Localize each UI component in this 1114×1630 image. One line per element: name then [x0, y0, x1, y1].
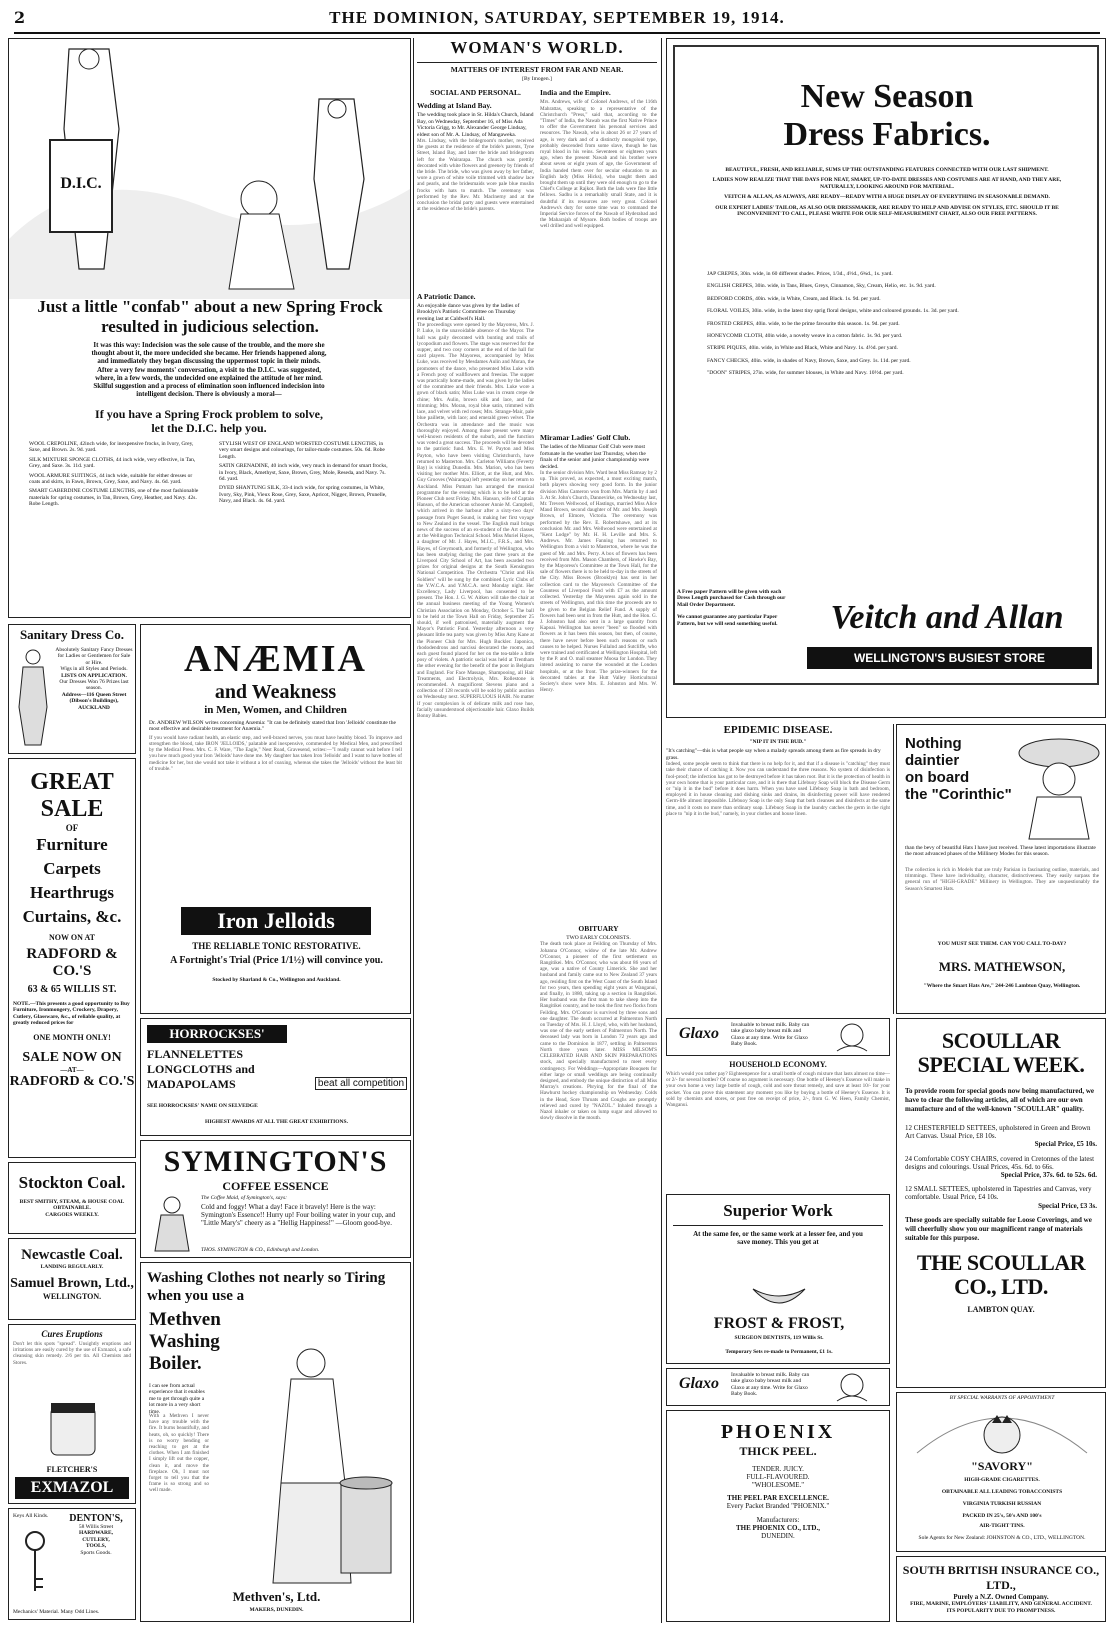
- epidemic-title: EPIDEMIC DISEASE.: [723, 724, 833, 736]
- hearthrugs-label: Hearthrugs: [29, 883, 115, 902]
- scoullar-price: Special Price, £3 3s.: [1038, 1201, 1097, 1210]
- dic-advertisement: [8, 38, 411, 618]
- veitch-item: FLORAL VOILES, 30in. wide, in the latest tiny sprig floral designs, white and coloured grounds. 1s. 3d. per yard.: [707, 308, 959, 315]
- radford-address: 63 & 65 WILLIS ST.: [27, 984, 117, 995]
- dic-item: SILK MIXTURE SPONGE CLOTHS, 44 inch wide, very effective, in Tan, Grey, and Saxe. 3s. 11d. yard.: [29, 456, 196, 470]
- masthead: THE DOMINION, SATURDAY, SEPTEMBER 19, 1914.: [329, 8, 785, 27]
- anaemia-body: Dr. ANDREW WILSON writes concerning Anæmia: "It can be definitely stated that Iron 'Jelloids' constitute the most effective and desirable treatment for Anæmia.": [149, 720, 396, 733]
- exmazol-ad: [8, 1324, 136, 1504]
- dic-body: It was this way: Indecision was the sole cause of the trouble, and the more she thought about it, the more undecided she became. Her friends happened along, and immediately they began discussing the uppermost topic in their minds. After a very few moments' conversation, a visit to the D.I.C. was suggested, where, in a few words, the undecided one explained the attitude of her mind. Skilful suggestion and a process of elimination soon influenced indecision into intelligent decision. There is obviously a moral—: [91, 341, 327, 399]
- exmazol-jar-icon: [43, 1399, 103, 1459]
- denton-keys: Keys All Kinds.: [13, 1513, 49, 1519]
- item-text: An enjoyable dance was given by the ladies of Brooklyn's Patriotic Committee on Thursday evening last at Caldwell's Hall.: [417, 303, 520, 322]
- filler-text: With a Methven I never have any trouble with the fire. It burns beautifully, and heats, oh, so quickly! There is no worry bending or reaching to get at the clothes. When I am finished I simply lift out the copper, clean it, and move the fireplace. Oh, I must not forget to tell you that the frame is so strong and so well made.: [149, 1413, 209, 1494]
- column-rule: [893, 724, 894, 1014]
- savory-line: AIR-TIGHT TINS.: [979, 1523, 1025, 1529]
- key-icon: [15, 1527, 55, 1597]
- filler-text: Don't let this spots "spread". Unsightly eruptions and irritations are easily cured by the use of Exmazol, a safe cleansing skin remedy. 2/6 per tin. All Chemists and Stores.: [13, 1341, 131, 1366]
- radford-note: NOTE.—This presents a good opportunity to Buy Furniture, Ironmongery, Crockery, Drapery, Cutlery, Glassware, &c., of reliable quality, at greatly reduced prices for: [13, 1001, 130, 1027]
- scoullar-item: 12 SMALL SETTEES, upholstered in Tapestries and Canvas, very comfortable. Usual Price, £4 10s.: [905, 1185, 1092, 1202]
- veitch-item: HONEYCOMB CLOTH, 40in wide, a novelty weave in a cotton fabric. 1s. 9d. per yard.: [707, 333, 903, 340]
- scoullar-intro: To provide room for special goods now being manufactured, we have to clear the following articles, all of which are our own manufacture and of the well-known "SCOULLAR" quality.: [905, 1087, 1095, 1113]
- symington-name: SYMINGTON'S: [163, 1145, 388, 1178]
- horrockses-claim: beat all competition: [315, 1077, 407, 1090]
- phoenix-line: TENDER. JUICY.: [752, 1465, 804, 1473]
- scoullar-ad: [896, 1018, 1106, 1388]
- savory-line: OBTAINABLE ALL LEADING TOBACCONISTS: [941, 1489, 1063, 1495]
- symington-tagline: The Coffee Maid, of Symington's, says:: [201, 1195, 287, 1201]
- stockton-title: Stockton Coal.: [18, 1173, 126, 1192]
- filler-text: The proceedings were opened by the Mayoress, Mrs. J. P. Luke, in the unavoidable absence of the Mayor. The hall was gaily decorated with bunting and trails of lycopodium and flowers. The stage was reserved for the supper, and two cosy corners at the end of the hall for card players. The Mayoress, accompanied by Miss Luke, was received by Mesdames Aulin and Moran, the promoters of the dance, who presented Miss Luke with a French posy of wallflowers and freesias. The supper was practically home-made, and was given by the ladies of the committee and their friends. Mrs. Luke wore a gown of black satin; Miss Luke was in cream crepe de chine; Mrs. Aulin, brown silk and lace, and fur trimming; Mrs. Moran, royal blue satin, trimmed with lace, and velvet with red roses; Mrs. Strange-Mair, pale blue paillette, with lace; and emerald green velvet. The Orchestra was in attendance and the music was thoroughly enjoyed. Among those present were many well-known residents of the suburb, and the function was voted a great success. The proceeds will be devoted to the patriotic fund. Mrs. E. W. Payton and Miss Payton, who have been visiting Christchurch, have returned to Masterton. Mrs. Carleton Williams (Feverty Bay) is visiting Dunedin. Mrs. Marion, who has been visiting her mother Mrs. Elliott, at the Hutt, and Mrs. Guy Grooves (Wairarapa) left yesterday on her return to Auckland. Miss Putnam has arranged the musical programme for the evening which is to be held at the Pioneer Club next Friday. Mrs. Hanson, wife of Captain Hanson, of the American schooner Annie M. Campbell, which arrived in the harbour after a sixty-two days' passage from Puget Sound, is making her first voyage to New Zealand in the vessel. The English mail brings news of the success of an ex-student of the Art classes at the Wellington Technical School. Miss Muriel Hayes, a daughter of Mr. J. Hayes, M.I.C., F.R.S., and Mrs. Hayes, of Greymouth, and formerly of Wellington, who has been studying during the past three years at the Liverpool City School of Art, has been awarded two prizes for original designs at the South Kensington National Competition. The Orchestra "Christ and His Soldiers" will be sung by the combined Lyric Clubs of the Y.W.C.A. and Y.M.C.A. next Monday night. Her Excellency, Lady Liverpool, has consented to be present. The Hon. J. G. W. Aitken will take the chair at the annual business meeting of the Young Women's Christian Association on Monday, October 5. The ball to be held at the Town Hall on Friday, September 25 should, if well patronised, materially augment the Mayor's Patriotic Fund. Yesterday afternoon a very pleasant little tea party was given by Miss Amy Kane at the Pioneer Club for Mrs. Hugh Buckler. Japonica, rhododendrons and narcissi decorated the rooms, and each guest found placed for her on the tea-table a little posy of violets. A patriotic social was held at Trentham the other evening for the benefit of the poor in Belgium and England. For Face Massage, Shampooing, all Hair Treatments, and Electrolysis, Mrs. Rollestone is recommended. A magnificent Stevens piano and a collection of 128 records will be sold by public auction on Wednesday next. SUPERFLUOUS HAIR. No matter if your complexion is of delicate milk and rose hue, facially unsunderstood objectionable hair. Glaxo Builds Bonny Babies.: [417, 322, 534, 720]
- glaxo-ad: [666, 1018, 890, 1056]
- dic-item: WOOL CREPOLINE, 42inch wide, for inexpensive frocks, in Ivory, Grey, Saxe, and Brown. 2s. 9d. yard.: [29, 441, 194, 454]
- sanitary-title: Sanitary Dress Co.: [19, 627, 125, 642]
- savory-line: PACKED IN 25's, 50's AND 100's: [962, 1513, 1042, 1519]
- veitch-item: FROSTED CREPES, 40in. wide, to be the prime favourite this season. 1s. 9d. per yard.: [707, 320, 900, 327]
- frost-name: FROST & FROST,: [713, 1315, 845, 1332]
- veitch-logo: Veitch and Allan: [830, 599, 1064, 636]
- epidemic-body: "It's catching"—this is what people say when a malady spreads among them as fire spreads in dry grass.: [666, 748, 881, 761]
- glaxo-brand: Glaxo: [679, 1375, 719, 1392]
- filler-text: The death took place at Feilding on Thursday of Mrs. Johanna O'Connor, widow of the late Mr. Andrew O'Connor, a pioneer of the first settlement on Rangitikei. Mrs. O'Connor, who was about 86 years of age, was a native of County Limerick. She and her husband and family came out to New Zealand 37 years ago, residing first on the West Coast of the South Island for two years, then spending eight years at Wanganui, and finally, in 1880, taking up a section in Rangitikei. Her husband was the first man to take sheep into the Rangitikei country, and he took the first two flocks from Feilding. Mrs. O'Connor is survived by three sons and one daughter. The death occurred at Palmerston North on Tuesday of Mrs. H. J. Lloyd, who, with her husband, was one of the early settlers of Palmerston North. The deceased lady was born in London 72 years ago and came to the Dominion in 1877, settling in Palmerston North three years later. MISS MILSOM'S CELEBRATED HAIR AND SKIN PREPARATIONS stock, and specially manufactured to meet every contingency. For Weddings—Appropriate Bouquets for either large or small weddings are being continually designed, and embody the unique distinction of all Miss Murray's creations. Phrying for the final of the Hawhurst hockey championship on Wednesday. Colds in the Head, Sore Throats and Coughs are promptly relieved and cured by "NAZOL." Inhaled through a Nazol inhaler or taken on lump sugar and allowed to slowly dissolve in the mouth.: [540, 941, 657, 1122]
- woman-with-boiler-illustration: [261, 1333, 401, 1593]
- womans-world-col1: [417, 84, 534, 1582]
- dic-headline: Just a little "confab" about a new Spring Frock resulted in judicious selection.: [37, 297, 383, 336]
- scoullar-title: SCOULLAR SPECIAL WEEK.: [917, 1028, 1085, 1077]
- dic-item: DYED SHANTUNG SILK, 33-4 inch wide, for spring costumes, in White, Ivory, Sky, Pink, Vieux Rose, Grey, Saxe, Apricot, Nigger, Brown, Prunelle, Navy, and Black. 4s. 6d. yard.: [219, 485, 387, 505]
- methven-city: MAKERS, DUNEDIN.: [249, 1607, 304, 1613]
- scoullar-address: LAMBTON QUAY.: [967, 1304, 1035, 1314]
- mathewson-cta: YOU MUST SEE THEM. CAN YOU CALL TO-DAY?: [937, 941, 1067, 947]
- horrockses-awards: HIGHEST AWARDS AT ALL THE GREAT EXHIBITIONS.: [205, 1119, 348, 1125]
- south-british-ad: [896, 1556, 1106, 1622]
- frost-note: Temporary Sets re-made to Permanent, £1 1s.: [725, 1349, 833, 1355]
- dic-items-right: [219, 441, 389, 508]
- veitch-item: BEDFORD CORDS, 40in. wide, in White, Cream, and Black. 1s. 9d. per yard.: [707, 295, 881, 302]
- frost-head: Superior Work: [723, 1201, 833, 1220]
- dic-item: SMART GABERDINE COSTUME LENGTHS, one of the most fashionable materials for spring costumes, in Tan, Brown, Grey, Heather, and Navy. 42s. Robe Length.: [29, 488, 199, 508]
- stockton-line: CARGOES WEEKLY.: [45, 1211, 99, 1218]
- newcastle-sub: LANDING REGULARLY.: [40, 1264, 104, 1270]
- costume-figure-icon: [13, 647, 53, 747]
- glaxo-brand: Glaxo: [679, 1025, 719, 1042]
- item-heading: Wedding at Island Bay.: [417, 101, 492, 111]
- womans-world-col2: [540, 84, 657, 1582]
- symington-ad: [140, 1140, 411, 1258]
- stockton-line: BEST SMITHY, STEAM, & HOUSE COAL OBTAINABLE.: [19, 1199, 125, 1212]
- mathewson-address: "Where the Smart Hats Are," 244-246 Lambton Quay, Wellington.: [923, 983, 1081, 989]
- scoullar-outro: These goods are specially suitable for Loose Coverings, and we will cheerfully show you our magnificent range of materials suitable for this purpose.: [905, 1215, 1092, 1242]
- frost-body: At the same fee, or the same work at a lesser fee, and you save money. This you get at: [693, 1230, 863, 1247]
- column-rule: [413, 38, 414, 1623]
- symington-footer: THOS. SYMINGTON & CO., Edinburgh and London.: [201, 1247, 320, 1253]
- horrockses-products: FLANNELETTES LONGCLOTHS and MADAPOLAMS: [147, 1047, 255, 1091]
- veitch-intro: BEAUTIFUL, FRESH, AND RELIABLE, SUMS UP THE OUTSTANDING FEATURES CONNECTED WITH OUR LAST SHIPMENT. LADIES NOW REALIZE THAT THE DAYS FOR NEAT, SMART, UP-TO-DATE DRESSES AND COSTUMES ARE AT HAND, AND THEY ARE, NATURALLY, LOOKING AROUND FOR MATERIAL. VEITCH & ALLAN, AS ALWAYS, ARE READY—READY WITH A HUGE DISPLAY OF EVERYTHING IN SEASONABLE DEMAND. OUR EXPERT LADIES' TAILOR, AS ALSO OUR DRESSMAKER, ARE READY TO HELP AND ADVISE ON STYLES, ETC. SHOULD IT BE INCONVENIENT TO CALL, PLEASE WRITE FOR OUR SELF-MEASUREMENT CHART, ALSO OUR FREE PATTERNS.: [712, 167, 1062, 218]
- veitch-items: [707, 271, 1067, 383]
- mathewson-heads: Nothing daintier on board the "Corinthic": [905, 735, 1012, 803]
- denton-text: DENTON'S, 58 Willis Street HARDWARE, CUTLERY, TOOLS, Sports Goods.: [69, 1513, 123, 1556]
- methven-maker: Methven's, Ltd.: [232, 1589, 321, 1604]
- veitch-headline: New Season: [800, 78, 974, 115]
- glaxo-ad-2: [666, 1368, 890, 1406]
- veitch-item: STRIPE PIQUES, 40in. wide, in White and Black, White and Navy. 1s. 4½d. per yard.: [707, 345, 898, 352]
- radford-advertisement: [8, 758, 136, 1158]
- now-on: NOW ON AT: [49, 933, 95, 942]
- savory-name: "SAVORY": [971, 1459, 1033, 1473]
- mathewson-name: MRS. MATHEWSON,: [938, 959, 1066, 974]
- methven-body: I can see from actual experience that it enables me to get through quite a lot more in a very short time.: [149, 1383, 205, 1415]
- phoenix-line: THE PHOENIX CO., LTD.,: [736, 1524, 820, 1533]
- veitch-headline: Dress Fabrics.: [783, 116, 991, 153]
- veitch-notes: A Free paper Pattern will be given with each Dress Length purchased for Cash through our Mail Order Department. We cannot guarantee any particular Paper Pattern, but we will send something useful.: [677, 589, 786, 627]
- horrockses-name: HORROCKSES': [147, 1025, 287, 1043]
- scoullar-name: THE SCOULLAR CO., LTD.: [916, 1249, 1086, 1299]
- scoullar-item: 12 CHESTERFIELD SETTEES, upholstered in Green and Brown Art Canvas. Usual Price, £8 10s.: [905, 1124, 1091, 1141]
- coffee-maid-icon: [149, 1193, 195, 1253]
- frost-and-frost-ad: [666, 1194, 890, 1364]
- samuel-brown: Samuel Brown, Ltd.,: [10, 1276, 134, 1292]
- methven-brand: Methven Washing Boiler.: [149, 1309, 221, 1374]
- savory-crest: BY SPECIAL WARRANTS OF APPOINTMENT: [949, 1395, 1055, 1401]
- section-heading: SOCIAL AND PERSONAL.: [430, 88, 521, 98]
- stockton-coal-ad: [8, 1162, 136, 1234]
- dic-items-left: [29, 441, 199, 511]
- anaemia-title: ANÆMIA: [184, 638, 367, 680]
- item-heading: OBITUARY: [578, 924, 619, 934]
- savory-cigarettes-ad: [896, 1392, 1106, 1552]
- veitch-item: ENGLISH CREPES, 30in. wide, in Tans, Blues, Greys, Cinnamon, Sky, Cream, Helio, etc. 1s. 9d. yard.: [707, 283, 936, 290]
- newcastle-city: WELLINGTON.: [42, 1292, 102, 1302]
- womans-world-subtitle: MATTERS OF INTEREST FROM FAR AND NEAR.: [450, 65, 624, 74]
- savory-line: VIRGINIA TURKISH RUSSIAN: [962, 1501, 1042, 1507]
- phoenix-product: THICK PEEL.: [739, 1444, 817, 1458]
- curtains-label: Curtains, &c.: [22, 907, 122, 926]
- anaemia-sub: and Weakness: [214, 681, 337, 703]
- filler-text: In the senior division Mrs. Ward beat Miss Ramsay by 2 up. This proved, as expected, a most exciting match, both players showing very good form. In the junior division Miss Cameron won from Mrs. Martin by 4 and 3. At St. John's Church, Dannevirke, on Wednesday last, Mr. Trevers Wellwood, of Hastings, married Miss Alice Maud Brown, second daughter of Mr. and Mrs. Joseph Brown, of Elmore, Victoria. The ceremony was performed by the Rev. E. Robertshawe, and at its conclusion Mr. and Mrs. Wellwood were entertained at "Kent Lodge" by Mr. H. H. Leville and Mrs. S. Andrews. Mr. James Fanning has returned to Wellington from a visit to Masterton, where he was the guest of Mr. and Mrs. Perry. A box of flowers has been received from Mrs. Mason Chambers, of Hawke's Bay, by the Mayoress's Committee at the Town Hall, for the sale of flowers there is to be held to-day in the streets of the City. Miss Bowes (Brooklyn) has sent in her collection card to the Mayoress's Committee of the Countess of Liverpool Fund with £7 as the amount collected. Yesterday the Mayoress again sold in the streets of Wellington, and this time the proceeds are to be given to the Belgian Relief Fund. A supply of flowers had been sent in from the Hutt, and the Hon. G. J. Johnston had also sent in a large quantity from Kapoai. Wellington has never "been" so flooded with flowers as it has been this season, but then, of course, there have never before been such reasons or such causes to be helped. Nurses Fullalnd and Sutcliffe, who were trained and certificated at Wellington Hospital, left by the P. and O. mail steamer Moosa for London. They intend assisting to nurse the wounded at the London hospitals, or at the front. The prize-winners for the decorated tables at the Hutt Valley Horticultural Society's show were Mrs. E. Johnston and Mrs. W. Henry.: [540, 470, 657, 694]
- anaemia-tagline: THE RELIABLE TONIC RESTORATIVE.: [192, 941, 361, 951]
- newcastle-coal-ad: [8, 1238, 136, 1320]
- dic-item: SATIN GRENADINE, 40 inch wide, very much in demand for smart frocks, in Ivory, Black, Amethyst, Saxe, Brown, Grey, Mole, Reseda, and Navy. 7s. 6d. yard.: [219, 463, 388, 483]
- mathewson-body: than the bevy of beautiful Hats I have just received. These latest importations illustrate the most advanced phases of the Millinery Modes for this season.: [905, 845, 1096, 858]
- iron-jelloids-brand: Iron Jelloids: [181, 907, 371, 935]
- filler-text: Indeed, some people seem to think that there is no help for it, and that if a disease is "catching" they must take their chance of catching it. Now you can understand the three reasons. No system of disinfection is fool-proof; the infection has got to be destroyed before it has taken root. But it is the protection of health in your own home that is your particular care, and it is there that Lifebuoy Soap will block the Disease Germ or "nip it in the bud" before it does harm. When you have used Lifebuoy Soap in bath and bedroom, employed it in house cleaning and dishing sinks and drains, its disinfecting power will have rendered Germ-life almost impossible. Lifebuoy Soap is the only Soap that both cleanses and disinfects at the same time, and it costs no more than ordinary soap. Lifebuoy Soap in the laundry catches the germ in the right place to "nip it in the bud," namely, in your clothes and house linen.: [666, 761, 890, 817]
- methven-ad: [140, 1262, 411, 1622]
- denture-icon: [749, 1283, 809, 1313]
- epidemic-article: [666, 724, 890, 1014]
- sanitary-lines: Absolutely Sanitary Fancy Dresses for Ladies or Gentlemen for Sale or Hire. Wigs in all Styles and Periods. LISTS ON APPLICATION. Our Dresses Won 76 Prizes last season. Address—116 Queen Street (Dibson's Buildings), AUCKLAND: [55, 647, 133, 711]
- filler-text: The collection is rich in Models that are truly Parisian in fascinating outline, materials, and trimmings. These have individuality, character, distinctiveness. They easily surpass the general run of "HIGH-GRADE" Millinery in Wellington. They are unquestionably the Season's Smartest Hats.: [905, 867, 1099, 892]
- anaemia-sub2: in Men, Women, and Children: [204, 704, 347, 716]
- item-heading: A Patriotic Dance.: [417, 292, 476, 302]
- radford-name-2: RADFORD & CO.'S: [9, 1073, 135, 1089]
- phoenix-ad: [666, 1410, 890, 1622]
- sale-now-on: SALE NOW ON: [22, 1049, 122, 1065]
- denton-footer: Mechanics' Material. Many Odd Lines.: [13, 1609, 100, 1615]
- sanitary-dress-ad: [8, 624, 136, 754]
- household-title: HOUSEHOLD ECONOMY.: [729, 1060, 827, 1069]
- item-heading: Miramar Ladies' Golf Club.: [540, 433, 631, 443]
- anaemia-iron-jelloids-ad: [140, 624, 411, 1014]
- at-label: —AT—: [60, 1065, 84, 1074]
- scoullar-price: Special Price, £5 10s.: [1034, 1140, 1097, 1149]
- furniture-label: Furniture: [36, 835, 108, 854]
- anaemia-stockists: Stocked by Sharland & Co., Wellington and Auckland.: [212, 977, 341, 983]
- veitch-item: FANCY CHECKS, 40in. wide, in shades of Navy, Brown, Saxe, and Grey. 1s. 11d. per yard.: [707, 357, 911, 364]
- womans-world-column: [417, 38, 657, 1623]
- scoullar-price: Special Price, 37s. 6d. to 52s. 6d.: [1000, 1171, 1097, 1180]
- denton-ad: [8, 1508, 136, 1620]
- of-label: OF: [65, 823, 79, 833]
- veitch-item: JAP CREPES, 30in. wide, in 60 different shades. Prices, 1/3d., 4½d., 6¾d., 1s. yard.: [707, 271, 893, 277]
- phoenix-line: DUNEDIN.: [761, 1532, 795, 1541]
- household-article: [666, 1060, 890, 1190]
- royal-crest-icon: [897, 1393, 1106, 1463]
- dic-item: WOOL ARMURE SUITINGS, 44 inch wide, suitable for either dresses or coats and skirts, in Fawn, Brown, Grey, Saxe, and Navy. 4s. 6d. yard.: [29, 472, 193, 486]
- south-british-line: FIRE, MARINE, EMPLOYERS' LIABILITY, AND GENERAL ACCIDENT.: [910, 1601, 1092, 1608]
- exmazol-brand: FLETCHER'S: [46, 1465, 98, 1474]
- column-rule: [661, 38, 662, 1623]
- south-british-name: SOUTH BRITISH INSURANCE CO., LTD.,: [902, 1563, 1100, 1592]
- symington-quote: Cold and foggy! What a day! Face it bravely! Here is the way: Symington's Essence!! Hurry up! Four boiling water in your cup, and "Little Mary's" cheery as a "Hellig Happiness!" —Gloom good-bye.: [201, 1203, 396, 1228]
- veitch-item: "DOON" STRIPES, 27in. wide, for summer blouses, in White and Navy. 10½d. per yard.: [707, 370, 904, 377]
- filler-text: Mrs. Lindsay, with the bridegroom's mother, received the guests at the residence of the bride's parents, Tyne Street, Island Bay, and later the bride and bridegroom left for the Wairarapa. The church was prettily decorated with white flowers and greenery by friends of the bride. The bride, who was given away by her father, wore a gown of white voile trimmed with shadow lace and pearls, and the bridesmaids wore pale blue muslin frocks with hats to match. The ceremony was performed by the Rev. Mr. Maclnerny and at the conclusion the bridal party and guests were entertained at the residence of the bride's parents.: [417, 138, 534, 213]
- phoenix-name: PHOENIX: [720, 1421, 836, 1443]
- savory-line: Sole Agents for New Zealand: JOHNSTON & CO., LTD., WELLINGTON.: [918, 1535, 1086, 1541]
- mathewson-hats-ad: [896, 724, 1106, 1014]
- item-heading: India and the Empire.: [540, 88, 611, 98]
- anaemia-offer: A Fortnight's Trial (Price 1/1½) will convince you.: [170, 955, 383, 966]
- item-text: The wedding took place in St. Hilda's Church, Island Bay, on Wednesday, September 16, of Miss Ada Victoria Grigg, to Mr. Alexander George Lindsay, eldest son of Mr. A. Lindsay, of Mangaweka.: [417, 112, 534, 138]
- filler-text: Which would you rather pay? Eighteenpence for a small bottle of cough mixture that lasts almost no time—or 2/- for several bottles? Of course no argument is necessary. One bottle of Heeney's Essence will make in your own home a very large bottle of cough, cold and sore throat remedy, and save at least 10/- for your pocket. You can prove this statement any moment you like by buying a bottle of Heeney's Essence. It is sold by chemists and stores, or post free on receipt of price, 2/-, from G. W. Heen, Family Chemist, Wanganui.: [666, 1071, 890, 1109]
- page-number: 2: [14, 8, 26, 27]
- horrockses-footer: SEE HORROCKSES' NAME ON SELVEDGE: [147, 1103, 258, 1109]
- phoenix-line: "WHOLESOME.": [751, 1481, 805, 1490]
- one-month: ONE MONTH ONLY!: [33, 1032, 111, 1042]
- filler-text: If you would have radiant health, an elastic step, and well-braced nerves, you must have healthy blood. To improve and strengthen the blood, take IRON 'JELLOIDS,' palatable and inexpensive, commended by Medical Men, and prescribed by the Medical Press. Mrs. C. F. Ware, "The Eagle," Nest Road, Gravesend, writes:—"I really cannot wait before I tell you how much good your Iron 'Jelloids' have done me. My daughter has taken Iron 'Jelloids' and I want to have bottles of medicine for her, but she would not take it without a lot of coaxing, whereas she takes the 'Jelloids' without the least bit of trouble.": [149, 734, 402, 772]
- phoenix-line: Manufacturers:: [756, 1516, 800, 1525]
- exmazol-product: EXMAZOL: [15, 1477, 129, 1499]
- baby-icon: [827, 1021, 877, 1053]
- glaxo-text: Invaluable to breast milk. Baby can take glaxo baby breast milk and Glaxo at any time. Write for Glaxo Baby Book.: [731, 1372, 810, 1398]
- savory-line: HIGH-GRADE CIGARETTES.: [964, 1477, 1040, 1483]
- dic-item: STYLISH WEST OF ENGLAND WORSTED COSTUME LENGTHS, in very smart designs and colourings, for tailor-made costumes. 50s. 6d. Robe Length.: [219, 441, 385, 460]
- womans-world-title: WOMAN'S WORLD.: [450, 38, 624, 57]
- item-text: TWO EARLY COLONISTS.: [566, 935, 631, 942]
- great-sale: GREAT SALE: [30, 769, 114, 822]
- exmazol-title: Cures Eruptions: [41, 1329, 103, 1339]
- veitch-banner: WELLINGTON'S BUSIEST STORE: [807, 647, 1092, 669]
- phoenix-line: Every Packet Branded "PHOENIX.": [726, 1501, 830, 1510]
- epidemic-sub: "NIP IT IN THE BUD.": [749, 739, 807, 745]
- south-british-line: ITS POPULARITY DUE TO PROMPTNESS.: [946, 1607, 1056, 1614]
- carpets-label: Carpets: [43, 859, 101, 878]
- south-british-line: Purely a N.Z. Owned Company.: [953, 1593, 1049, 1601]
- womans-world-byline: [By Imogen.]: [522, 76, 552, 82]
- methven-head: Washing Clothes not nearly so Tiring when you use a: [147, 1270, 386, 1304]
- frost-address: SURGEON DENTISTS, 119 Willis St.: [734, 1335, 824, 1341]
- hat-lady-illustration: [1017, 731, 1101, 841]
- item-text: The ladies of the Miramar Golf Club were most fortunate in the weather last Thursday, when the finals of the senior and junior championship were decided.: [540, 444, 650, 470]
- scoullar-items: [905, 1124, 1097, 1210]
- dic-logo: D.I.C.: [49, 139, 113, 233]
- horrockses-ad: [140, 1018, 411, 1136]
- symington-product: COFFEE ESSENCE: [222, 1179, 329, 1193]
- dic-tagline: If you have a Spring Frock problem to solve, let the D.I.C. help you.: [95, 407, 323, 435]
- newcastle-title: Newcastle Coal.: [21, 1247, 123, 1263]
- scoullar-item: 24 Comfortable COSY CHAIRS, covered in Cretonnes of the latest designs and colourings. Usual Prices, 45s. 6d. to 66s.: [905, 1154, 1095, 1171]
- phoenix-line: THE PEEL PAR EXCELLENCE.: [727, 1493, 829, 1502]
- baby-icon: [827, 1371, 877, 1403]
- page-header: [14, 6, 1100, 34]
- glaxo-text: Invaluable to breast milk. Baby can take glaxo baby breast milk and Glaxo at any time. Write for Glaxo Baby Book.: [731, 1022, 810, 1048]
- phoenix-line: FULL-FLAVOURED.: [746, 1473, 810, 1482]
- filler-text: Mrs. Andrews, wife of Colonel Andrews, of the 116th Mahrattas, speaking to a representative of the Christchurch "Press," said that, according to the "Times" of India, the Nawab was the first Native Prince to offer the Government his personal services and resources. The Nawab, who is about 26 or 27 years of age, is very dark and of a distinctly mongoloid type, probably descended from some slave, though he has royal blood in his veins. Seventeen or eighteen years ago, when the present Nawab and his brother were about seven or eight years of age, the Government of India handed them over for secular education to an English lady (Miss Hicks), who taught them and brought them up until they were old enough to go to the Chief's College at Rajkot. Both the lads were fine little fellows. Sadhu is a remarkably small State, and it is doubtful if its resources are very great. Colonel Andrews's duty for some time was to command the Imperial Service forces of the Nawab of Hyderabad and the Maharajah of Mysore. Both bodies of troops are well drilled and well equipped.: [540, 99, 657, 230]
- veitch-allan-advertisement: [666, 38, 1106, 718]
- radford-name: RADFORD & CO.'S: [26, 946, 118, 979]
